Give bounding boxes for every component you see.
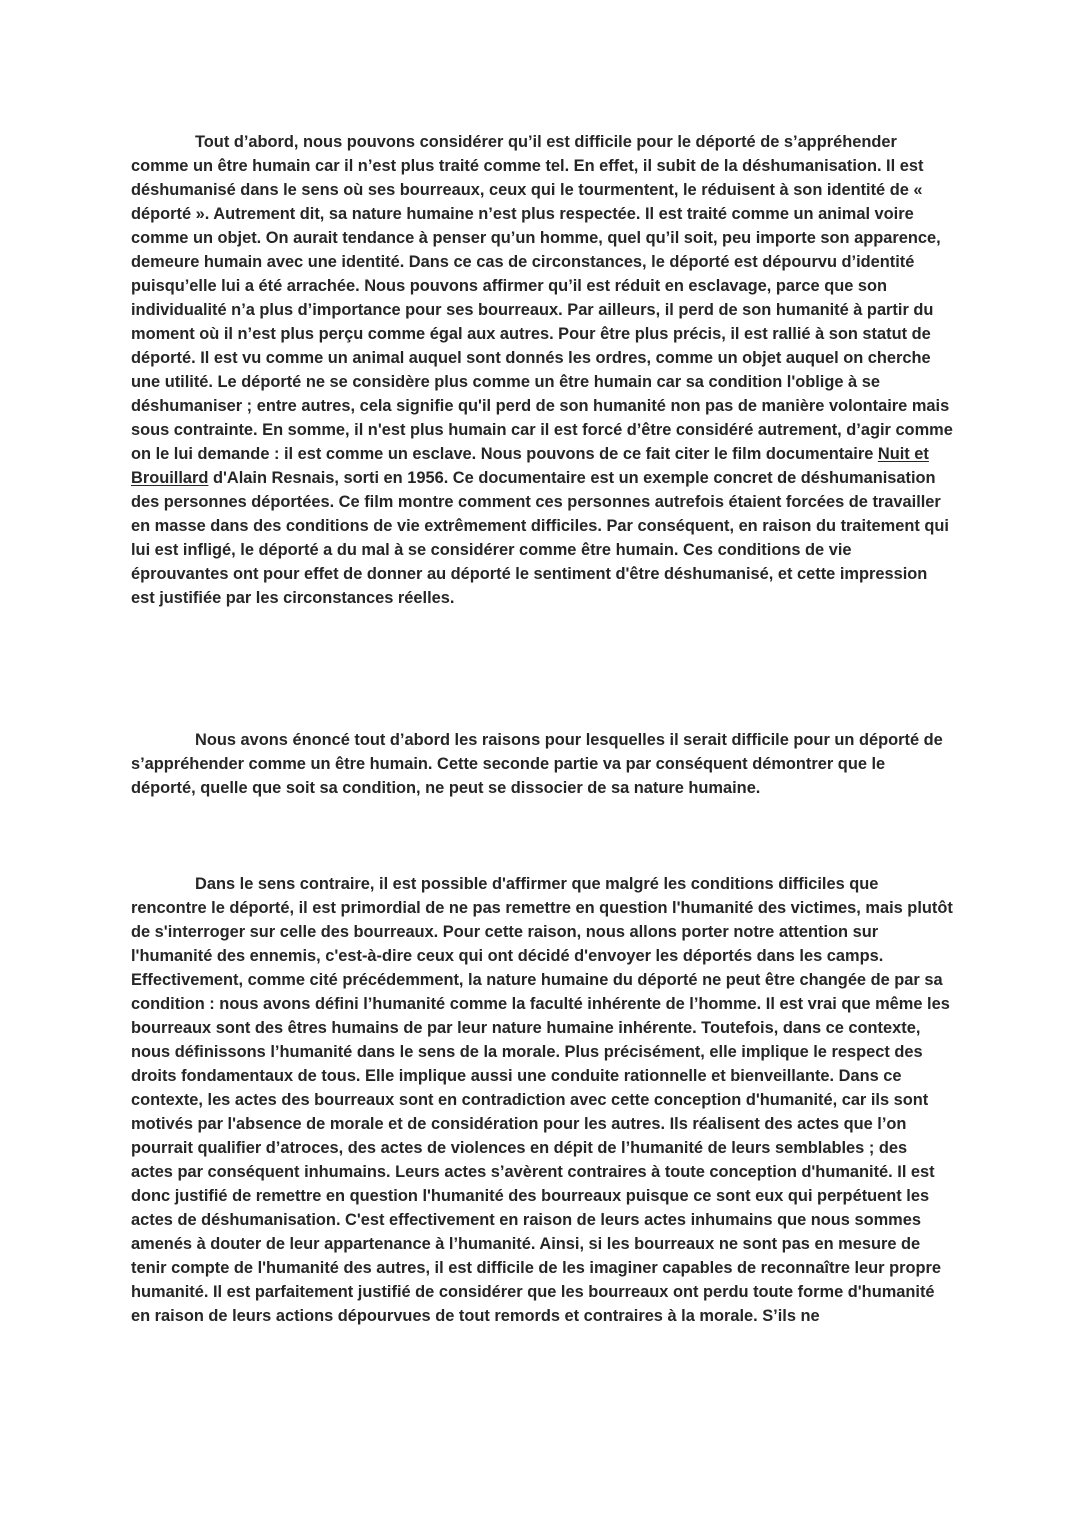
- paragraph-1-text-before: Tout d’abord, nous pouvons considérer qu’il est difficile pour le déporté de s’appréhender comme un être humain car il n’est plus traité comme tel. En effet, il subit de la déshumanisation. Il est déshumanisé dans le sens où ses bourreaux, ceux qui le tourmentent, le réduisent à son identité de « déporté ». Autrement dit, sa nature humaine n’est plus respectée. Il est traité comme un animal voire comme un objet. On aurait tendance à penser qu’un homme, quel qu’il soit, peu importe son apparence, demeure humain avec une identité. Dans ce cas de circonstances, le déporté est dépourvu d’identité puisqu’elle lui a été arrachée. Nous pouvons affirmer qu’il est réduit en esclavage, parce que son individualité n’a plus d’importance pour ses bourreaux. Par ailleurs, il perd de son humanité à partir du moment où il n’est plus perçu comme égal aux autres. Pour être plus précis, il est rallié à son statut de déporté. Il est vu comme un animal auquel sont donnés les ordres, comme un objet auquel on cherche une utilité. Le déporté ne se considère plus comme un être humain car sa condition l'oblige à se déshumaniser ; entre autres, cela signifie qu'il perd de son humanité non pas de manière volontaire mais sous contrainte. En somme, il n'est plus humain car il est forcé d’être considéré autrement, d’agir comme on le lui demande : il est comme un esclave. Nous pouvons de ce fait citer le film documentaire: [131, 133, 953, 463]
- paragraph-1-text-after: d'Alain Resnais, sorti en 1956. Ce documentaire est un exemple concret de déshumanisation des personnes déportées. Ce film montre comment ces personnes autrefois étaient forcées de travailler en masse dans des conditions de vie extrêmement difficiles. Par conséquent, en raison du traitement qui lui est infligé, le déporté a du mal à se considérer comme être humain. Ces conditions de vie éprouvantes ont pour effet de donner au déporté le sentiment d'être déshumanisé, et cette impression est justifiée par les circonstances réelles.: [131, 469, 949, 607]
- paragraph-1: [131, 130, 953, 610]
- paragraph-3: Dans le sens contraire, il est possible d'affirmer que malgré les conditions difficiles que rencontre le déporté, il est primordial de ne pas remettre en question l'humanité des victimes, mais plutôt de s'interroger sur celle des bourreaux. Pour cette raison, nous allons porter notre attention sur l'humanité des ennemis, c'est-à-dire ceux qui ont décidé d'envoyer les déportés dans les camps. Effectivement, comme cité précédemment, la nature humaine du déporté ne peut être changée de par sa condition : nous avons défini l’humanité comme la faculté inhérente de l’homme. Il est vrai que même les bourreaux sont des êtres humains de par leur nature humaine inhérente. Toutefois, dans ce contexte, nous définissons l’humanité dans le sens de la morale. Plus précisément, elle implique le respect des droits fondamentaux de tous. Elle implique aussi une conduite rationnelle et bienveillante. Dans ce contexte, les actes des bourreaux sont en contradiction avec cette conception d'humanité, car ils sont motivés par l'absence de morale et de considération pour les autres. Ils réalisent des actes que l’on pourrait qualifier d’atroces, des actes de violences en dépit de l’humanité de leurs semblables ; des actes par conséquent inhumains. Leurs actes s’avèrent contraires à toute conception d'humanité. Il est donc justifié de remettre en question l'humanité des bourreaux puisque ce sont eux qui perpétuent les actes de déshumanisation. C'est effectivement en raison de leurs actes inhumains que nous sommes amenés à douter de leur appartenance à l’humanité. Ainsi, si les bourreaux ne sont pas en mesure de tenir compte de l'humanité des autres, il est difficile de les imaginer capables de reconnaître leur propre humanité. Il est parfaitement justifié de considérer que les bourreaux ont perdu toute forme d'humanité en raison de leurs actions dépourvues de tout remords et contraires à la morale. S’ils ne: [131, 875, 953, 1325]
- paragraph-2: Nous avons énoncé tout d’abord les raisons pour lesquelles il serait difficile pour un déporté de s’appréhender comme un être humain. Cette seconde partie va par conséquent démontrer que le déporté, quelle que soit sa condition, ne peut se dissocier de sa nature humaine.: [131, 731, 943, 797]
- film-title: Nuit et Brouillard: [131, 445, 929, 487]
